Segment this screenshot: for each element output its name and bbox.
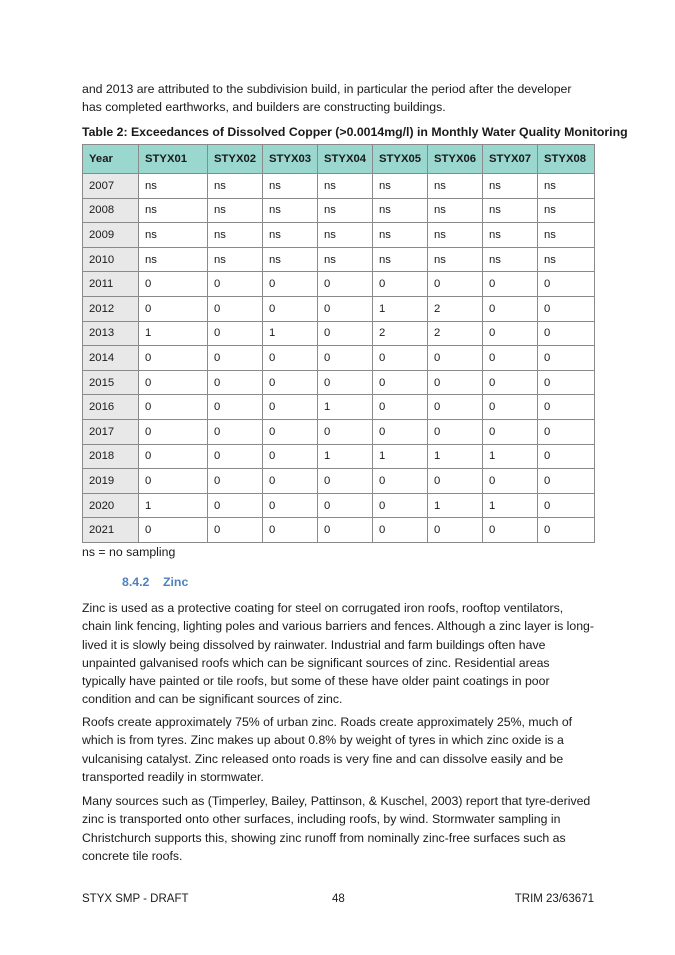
year-cell: 2021 [83,518,139,543]
table-row [83,346,595,371]
table-cell: 0 [483,518,538,543]
table-cell: 0 [373,419,428,444]
table-cell: ns [208,198,263,223]
table-row [83,370,595,395]
table-row [83,518,595,543]
table-cell: 0 [263,370,318,395]
table-cell: 0 [428,395,483,420]
intro-paragraph: and 2013 are attributed to the subdivision build, in particular the period after the developer has completed earthworks, and builders are constructing buildings. [82,82,572,115]
table-cell: 0 [318,419,373,444]
footer-reference: TRIM 23/63671 [514,893,594,905]
table-cell: ns [428,174,483,199]
year-cell: 2014 [83,346,139,371]
table-cell: ns [428,198,483,223]
table-cell: 0 [538,518,595,543]
table-cell: 0 [139,346,208,371]
table-cell: 0 [208,321,263,346]
table-cell: ns [208,174,263,199]
table-cell: 0 [263,518,318,543]
table-cell: 0 [139,395,208,420]
table-row [83,198,595,223]
table-row [83,296,595,321]
table-row [83,469,595,494]
table-row [83,272,595,297]
table-cell: 0 [373,346,428,371]
table-caption: Table 2: Exceedances of Dissolved Copper (>0.0014mg/l) in Monthly Water Quality Monitoring [82,125,628,139]
table-row [83,444,595,469]
table-row [83,419,595,444]
table-cell: ns [538,223,595,248]
table-cell: 2 [428,321,483,346]
year-cell: 2012 [83,296,139,321]
table-cell: 0 [139,469,208,494]
table-cell: 0 [538,444,595,469]
table-cell: 0 [318,321,373,346]
table-cell: 0 [483,321,538,346]
table-cell: ns [139,174,208,199]
table-cell: 1 [428,493,483,518]
section-heading [122,575,188,589]
year-cell: 2016 [83,395,139,420]
table-cell: 0 [139,272,208,297]
body-paragraph: Roofs create approximately 75% of urban zinc. Roads create approximately 25%, much of which is from tyres. Zinc makes up about 0.8% by weight of tyres in which zinc oxide is a vulcanising catalyst. Zinc released onto roads is very fine and can dissolve easily and be transported readily in stormwater. [82,715,573,784]
table-cell: 0 [373,518,428,543]
table-cell: ns [263,223,318,248]
body-paragraph: Many sources such as (Timperley, Bailey, Pattinson, & Kuschel, 2003) report that tyre-derived zinc is transported onto other surfaces, including roofs, by wind. Stormwater sampling in Christchurch supports this, showing zinc runoff from nominally zinc-free surfaces such as concrete tile roofs. [82,794,591,863]
table-cell: 0 [373,272,428,297]
table-cell: ns [263,247,318,272]
column-header: STYX02 [208,145,263,174]
table-cell: 0 [483,395,538,420]
table-cell: ns [318,174,373,199]
table-cell: 0 [318,469,373,494]
table-cell: 0 [208,346,263,371]
column-header: STYX06 [428,145,483,174]
year-cell: 2010 [83,247,139,272]
table-cell: 0 [263,444,318,469]
table-cell: 0 [538,370,595,395]
table-cell: 0 [263,493,318,518]
year-cell: 2017 [83,419,139,444]
table-cell: 1 [139,493,208,518]
table-cell: ns [263,174,318,199]
table-cell: 0 [318,518,373,543]
column-header: STYX04 [318,145,373,174]
table-cell: 0 [373,395,428,420]
table-cell: ns [373,198,428,223]
year-cell: 2013 [83,321,139,346]
table-cell: ns [318,247,373,272]
table-cell: 0 [538,321,595,346]
table-cell: ns [139,198,208,223]
table-cell: 0 [483,346,538,371]
table-cell: ns [139,223,208,248]
table-cell: 1 [263,321,318,346]
table-cell: 0 [139,296,208,321]
year-cell: 2015 [83,370,139,395]
table-cell: 0 [373,469,428,494]
table-cell: 0 [483,296,538,321]
table-cell: ns [538,198,595,223]
table-cell: 0 [263,419,318,444]
table-cell: 0 [318,296,373,321]
year-cell: 2019 [83,469,139,494]
table-header-row [83,145,595,174]
table-cell: 2 [428,296,483,321]
table-note: ns = no sampling [82,545,176,559]
table-cell: ns [538,247,595,272]
column-header: STYX08 [538,145,595,174]
table-cell: 0 [263,272,318,297]
table-cell: 1 [428,444,483,469]
column-header: STYX03 [263,145,318,174]
table-row [83,395,595,420]
table-cell: 0 [318,272,373,297]
year-cell: 2020 [83,493,139,518]
table-cell: ns [318,223,373,248]
table-cell: ns [428,223,483,248]
table-cell: 0 [208,493,263,518]
table-row [83,174,595,199]
table-cell: 0 [263,395,318,420]
table-cell: 0 [139,518,208,543]
table-cell: 0 [208,272,263,297]
table-cell: 0 [208,370,263,395]
table-cell: 0 [373,370,428,395]
table-cell: 0 [538,272,595,297]
table-cell: ns [263,198,318,223]
table-cell: 1 [483,444,538,469]
table-cell: 0 [318,370,373,395]
body-paragraph: Zinc is used as a protective coating for steel on corrugated iron roofs, rooftop ventilators, chain link fencing, lighting poles and various barriers and fences. Although a zinc layer is long-lived it is slowly being dissolved by rainwater. Industrial and farm buildings often have unpainted galvanised roofs which can be significant sources of zinc. Residential areas typically have painted or tile roofs, but some of these have older paint coatings in poor condition and can be significant sources of zinc. [82,601,594,707]
table-cell: 0 [428,370,483,395]
table-cell: 0 [483,272,538,297]
year-cell: 2018 [83,444,139,469]
table-cell: 0 [208,296,263,321]
table-cell: 1 [139,321,208,346]
table-cell: ns [373,247,428,272]
table-cell: 0 [208,518,263,543]
table-cell: ns [139,247,208,272]
table-cell: 0 [483,419,538,444]
table-cell: 1 [373,296,428,321]
column-header: Year [83,145,139,174]
table-cell: 0 [483,469,538,494]
table-cell: ns [208,223,263,248]
table-cell: 1 [318,395,373,420]
table-cell: ns [483,198,538,223]
table-cell: 0 [208,444,263,469]
table-cell: ns [483,223,538,248]
table-cell: 0 [428,419,483,444]
table-cell: ns [428,247,483,272]
table-row [83,247,595,272]
table-cell: 0 [428,469,483,494]
year-cell: 2008 [83,198,139,223]
table-cell: 1 [373,444,428,469]
table-cell: ns [483,247,538,272]
table-cell: ns [483,174,538,199]
table-cell: 0 [208,395,263,420]
table-cell: 0 [263,469,318,494]
table-cell: ns [318,198,373,223]
table-cell: 0 [318,493,373,518]
section-title: Zinc [163,575,189,589]
year-cell: 2009 [83,223,139,248]
column-header: STYX01 [139,145,208,174]
table-cell: 0 [263,296,318,321]
copper-exceedance-table [82,144,595,543]
table-cell: 0 [139,419,208,444]
column-header: STYX05 [373,145,428,174]
table-cell: ns [373,174,428,199]
table-cell: 0 [139,370,208,395]
table-row [83,493,595,518]
column-header: STYX07 [483,145,538,174]
footer-page-number: 48 [332,893,345,905]
table-cell: 0 [538,419,595,444]
section-number: 8.4.2 [122,575,150,589]
table-cell: 1 [483,493,538,518]
table-cell: 0 [208,419,263,444]
table-row [83,321,595,346]
year-cell: 2011 [83,272,139,297]
table-cell: 0 [428,272,483,297]
table-cell: 0 [428,518,483,543]
table-cell: ns [208,247,263,272]
table-cell: 0 [538,296,595,321]
table-cell: 0 [483,370,538,395]
table-cell: ns [373,223,428,248]
table-row [83,223,595,248]
table-cell: 0 [139,444,208,469]
table-cell: 0 [373,493,428,518]
table-cell: 0 [318,346,373,371]
table-cell: 1 [318,444,373,469]
table-cell: 0 [263,346,318,371]
footer-document-title: STYX SMP - DRAFT [82,893,189,905]
table-cell: 0 [538,493,595,518]
table-cell: ns [538,174,595,199]
table-cell: 0 [538,469,595,494]
table-cell: 2 [373,321,428,346]
table-cell: 0 [538,346,595,371]
table-cell: 0 [428,346,483,371]
table-cell: 0 [208,469,263,494]
year-cell: 2007 [83,174,139,199]
table-cell: 0 [538,395,595,420]
